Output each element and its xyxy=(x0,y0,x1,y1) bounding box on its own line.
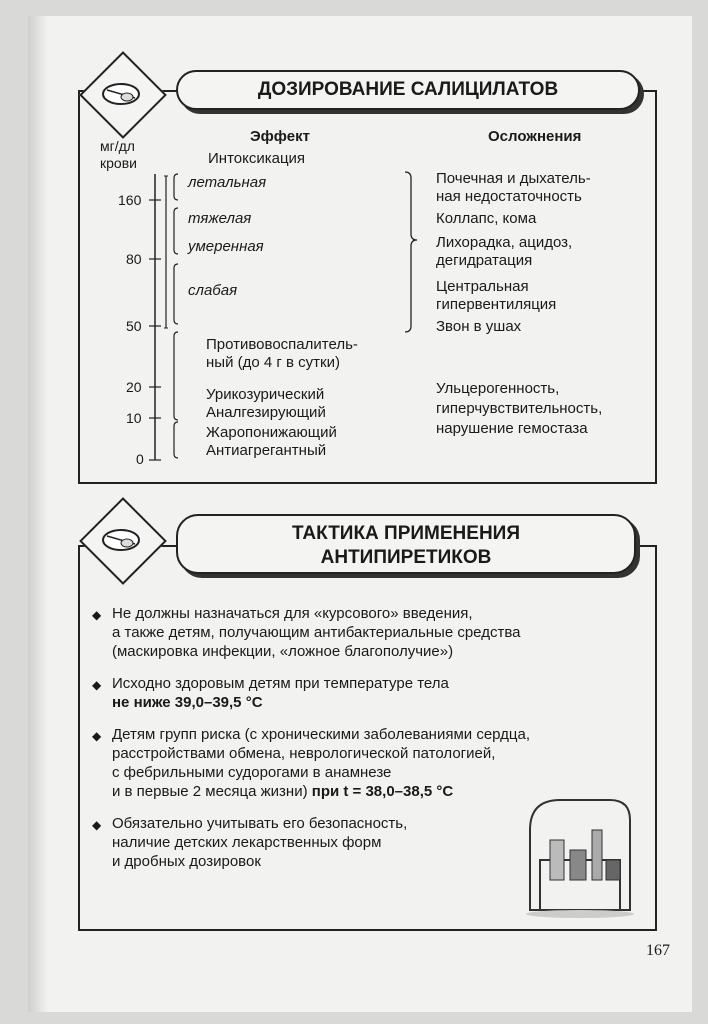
unit-label-line1: мг/дл xyxy=(100,138,135,154)
bullet-line: наличие детских лекарственных форм xyxy=(112,834,382,851)
pill-icon xyxy=(91,76,151,112)
unit-label-line2: крови xyxy=(100,155,137,171)
effect-anti-inflammatory-2: ный (до 4 г в сутки) xyxy=(206,354,340,371)
page-number: 167 xyxy=(646,942,670,959)
bullet-item xyxy=(92,674,652,712)
effect-uricosuric: Урикозурический xyxy=(206,386,325,403)
complication-5: дегидратация xyxy=(436,252,533,269)
complication-6: Центральная xyxy=(436,278,529,295)
bullet-bold-tail: при t = 38,0–38,5 °С xyxy=(311,783,454,800)
scale-tick-160: 160 xyxy=(118,192,142,208)
complication-bottom-3: нарушение гемостаза xyxy=(436,420,588,437)
section1-title: ДОЗИРОВАНИЕ САЛИЦИЛАТОВ xyxy=(257,79,559,100)
bullet-plain-tail: и в первые 2 месяца жизни) xyxy=(112,783,308,800)
effect-column-header: Эффект xyxy=(250,128,310,145)
bullet-line: Детям групп риска (с хроническими заболеваниями сердца, xyxy=(112,726,531,743)
scale-tick-10: 10 xyxy=(126,410,142,426)
diamond-bullet-icon: ◆ xyxy=(92,729,102,743)
scale-tick-50: 50 xyxy=(126,318,142,334)
bullet-bold-line: не ниже 39,0–39,5 °С xyxy=(112,694,263,711)
pill-icon-2 xyxy=(91,522,151,558)
bullet-item xyxy=(92,604,652,661)
complications-column-header: Осложнения xyxy=(488,128,582,145)
bullet-line: расстройствами обмена, неврологической патологией, xyxy=(112,745,496,762)
bullet-line: и дробных дозировок xyxy=(112,853,261,870)
level-mild: слабая xyxy=(188,282,238,299)
section2-title-line1: ТАКТИКА ПРИМЕНЕНИЯ xyxy=(292,523,520,544)
diamond-bullet-icon: ◆ xyxy=(92,678,102,692)
pharmacy-bottles-illustration xyxy=(520,790,640,920)
level-severe: тяжелая xyxy=(188,210,252,227)
complication-3: Коллапс, кома xyxy=(436,210,537,227)
section1-title-box xyxy=(176,70,640,110)
diamond-bullet-icon: ◆ xyxy=(92,608,102,622)
scale-tick-80: 80 xyxy=(126,251,142,267)
effect-antipyretic: Жаропонижающий xyxy=(206,424,337,441)
bullet-line: (маскировка инфекции, «ложное благополучие») xyxy=(112,643,454,660)
complication-bottom-1: Ульцерогенность, xyxy=(436,380,560,397)
section2-title-line2: АНТИПИРЕТИКОВ xyxy=(320,547,492,568)
bullet-line: Исходно здоровым детям при температуре тела xyxy=(112,675,449,692)
effect-anti-inflammatory-1: Противовоспалитель- xyxy=(206,336,358,353)
scale-tick-0: 0 xyxy=(136,451,144,467)
bullet-line: Обязательно учитывать его безопасность, xyxy=(112,815,408,832)
level-lethal: летальная xyxy=(188,174,267,191)
complication-1: Почечная и дыхатель- xyxy=(436,170,591,187)
effect-analgesic: Аналгезирующий xyxy=(206,404,326,421)
bullet-line: с фебрильными судорогами в анамнезе xyxy=(112,764,392,781)
bullet-line: Не должны назначаться для «курсового» введения, xyxy=(112,605,473,622)
page-spine-shadow xyxy=(28,16,48,1012)
scale-tick-20: 20 xyxy=(126,379,142,395)
complication-2: ная недостаточность xyxy=(436,188,582,205)
complication-8: Звон в ушах xyxy=(436,318,522,335)
complication-bottom-2: гиперчувствительность, xyxy=(436,400,603,417)
intoxication-label: Интоксикация xyxy=(208,150,306,167)
diamond-bullet-icon: ◆ xyxy=(92,818,102,832)
level-moderate: умеренная xyxy=(188,238,264,255)
bullet-line: а также детям, получающим антибактериальные средства xyxy=(112,624,521,641)
effect-antiaggregant: Антиагрегантный xyxy=(206,442,327,459)
complication-4: Лихорадка, ацидоз, xyxy=(436,234,573,251)
section2-title-box xyxy=(176,514,636,574)
complication-7: гипервентиляция xyxy=(436,296,557,313)
